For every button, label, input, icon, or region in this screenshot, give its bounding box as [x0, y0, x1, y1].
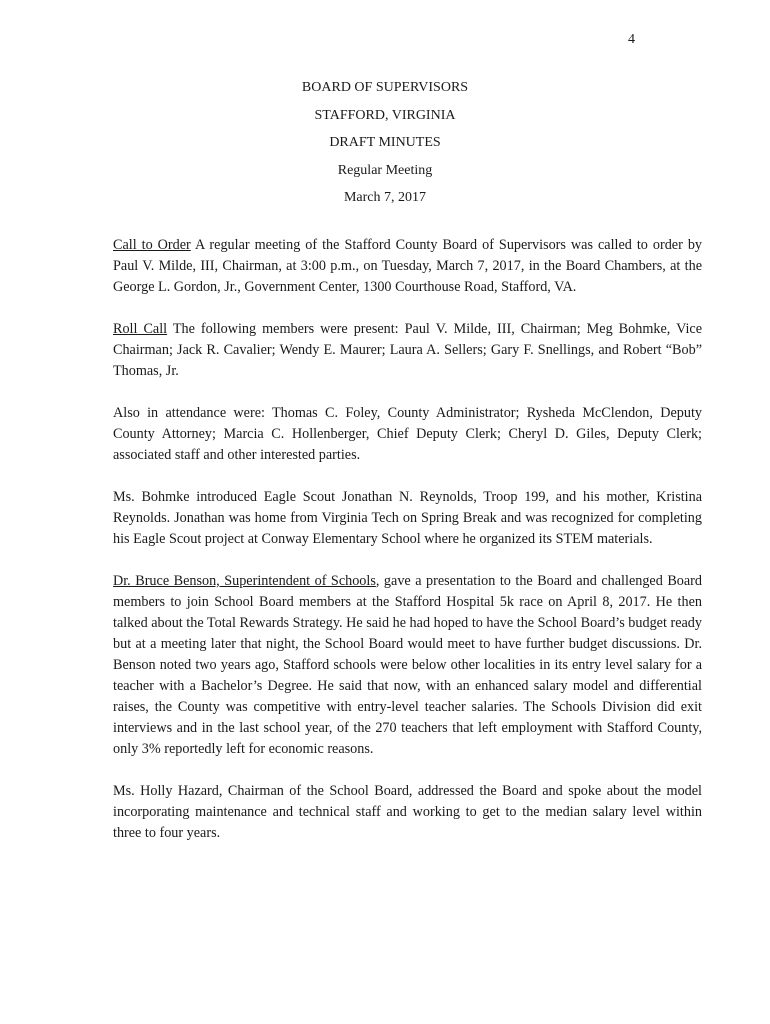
attendance-paragraph: Also in attendance were: Thomas C. Foley, County Administrator; Rysheda McClendon, Deputy County Attorney; Marcia C. Hollenberger, Chief Deputy Clerk; Cheryl D. Giles, Deputy Clerk; associated staff and other interested parties.: [113, 405, 702, 463]
header-location: STAFFORD, VIRGINIA: [314, 107, 456, 123]
page-number: 4: [628, 32, 635, 47]
header-board-title: BOARD OF SUPERVISORS: [301, 80, 469, 95]
superintendent-paragraph: [113, 571, 702, 760]
header-meeting-type: Regular Meeting: [337, 162, 433, 178]
call-to-order-heading: Call to Order: [113, 237, 191, 253]
roll-call-heading: Roll Call: [113, 321, 168, 337]
header-document-type: DRAFT MINUTES: [329, 135, 441, 150]
roll-call-paragraph: [113, 319, 702, 382]
minutes-body: [113, 235, 702, 865]
eagle-scout-paragraph: Ms. Bohmke introduced Eagle Scout Jonathan N. Reynolds, Troop 199, and his mother, Kristina Reynolds. Jonathan was home from Virginia Tech on Spring Break and was recognized for completing his Eagle Scout project at Conway Elementary School where he organized its STEM materials.: [113, 489, 702, 547]
roll-call-text: The following members were present: Paul V. Milde, III, Chairman; Meg Bohmke, Vice Chairman; Jack R. Cavalier; Wendy E. Maurer; Laura A. Sellers; Gary F. Snellings, and Robert “Bob” Thomas, Jr.: [113, 321, 702, 379]
call-to-order-text: A regular meeting of the Stafford County Board of Supervisors was called to order by Paul V. Milde, III, Chairman, at 3:00 p.m., on Tuesday, March 7, 2017, in the Board Chambers, at the George L. Gordon, Jr., Government Center, 1300 Courthouse Road, Stafford, VA.: [113, 237, 703, 295]
school-board-chairman-paragraph: Ms. Holly Hazard, Chairman of the School Board, addressed the Board and spoke about the model incorporating maintenance and technical staff and working to get to the median salary level within three to four years.: [113, 783, 702, 841]
document-header: [0, 78, 770, 216]
superintendent-text: , gave a presentation to the Board and challenged Board members to join School Board members at the Stafford Hospital 5k race on April 8, 2017. He then talked about the Total Rewards Strategy. He said he had hoped to have the School Board’s budget ready but at a meeting later that night, the School Board would meet to have further budget discussions. Dr. Benson noted two years ago, Stafford schools were below other localities in its entry level salary for a teacher with a Bachelor’s Degree. He said that now, with an enhanced salary model and differential raises, the County was competitive with entry-level teacher salaries. The Schools Division did exit interviews and in the last school year, of the 270 teachers that left employment with Stafford County, only 3% reportedly left for economic reasons.: [113, 573, 702, 757]
superintendent-heading: Dr. Bruce Benson, Superintendent of Schools: [113, 573, 376, 589]
header-meeting-date: March 7, 2017: [343, 190, 427, 205]
call-to-order-paragraph: [113, 235, 702, 298]
